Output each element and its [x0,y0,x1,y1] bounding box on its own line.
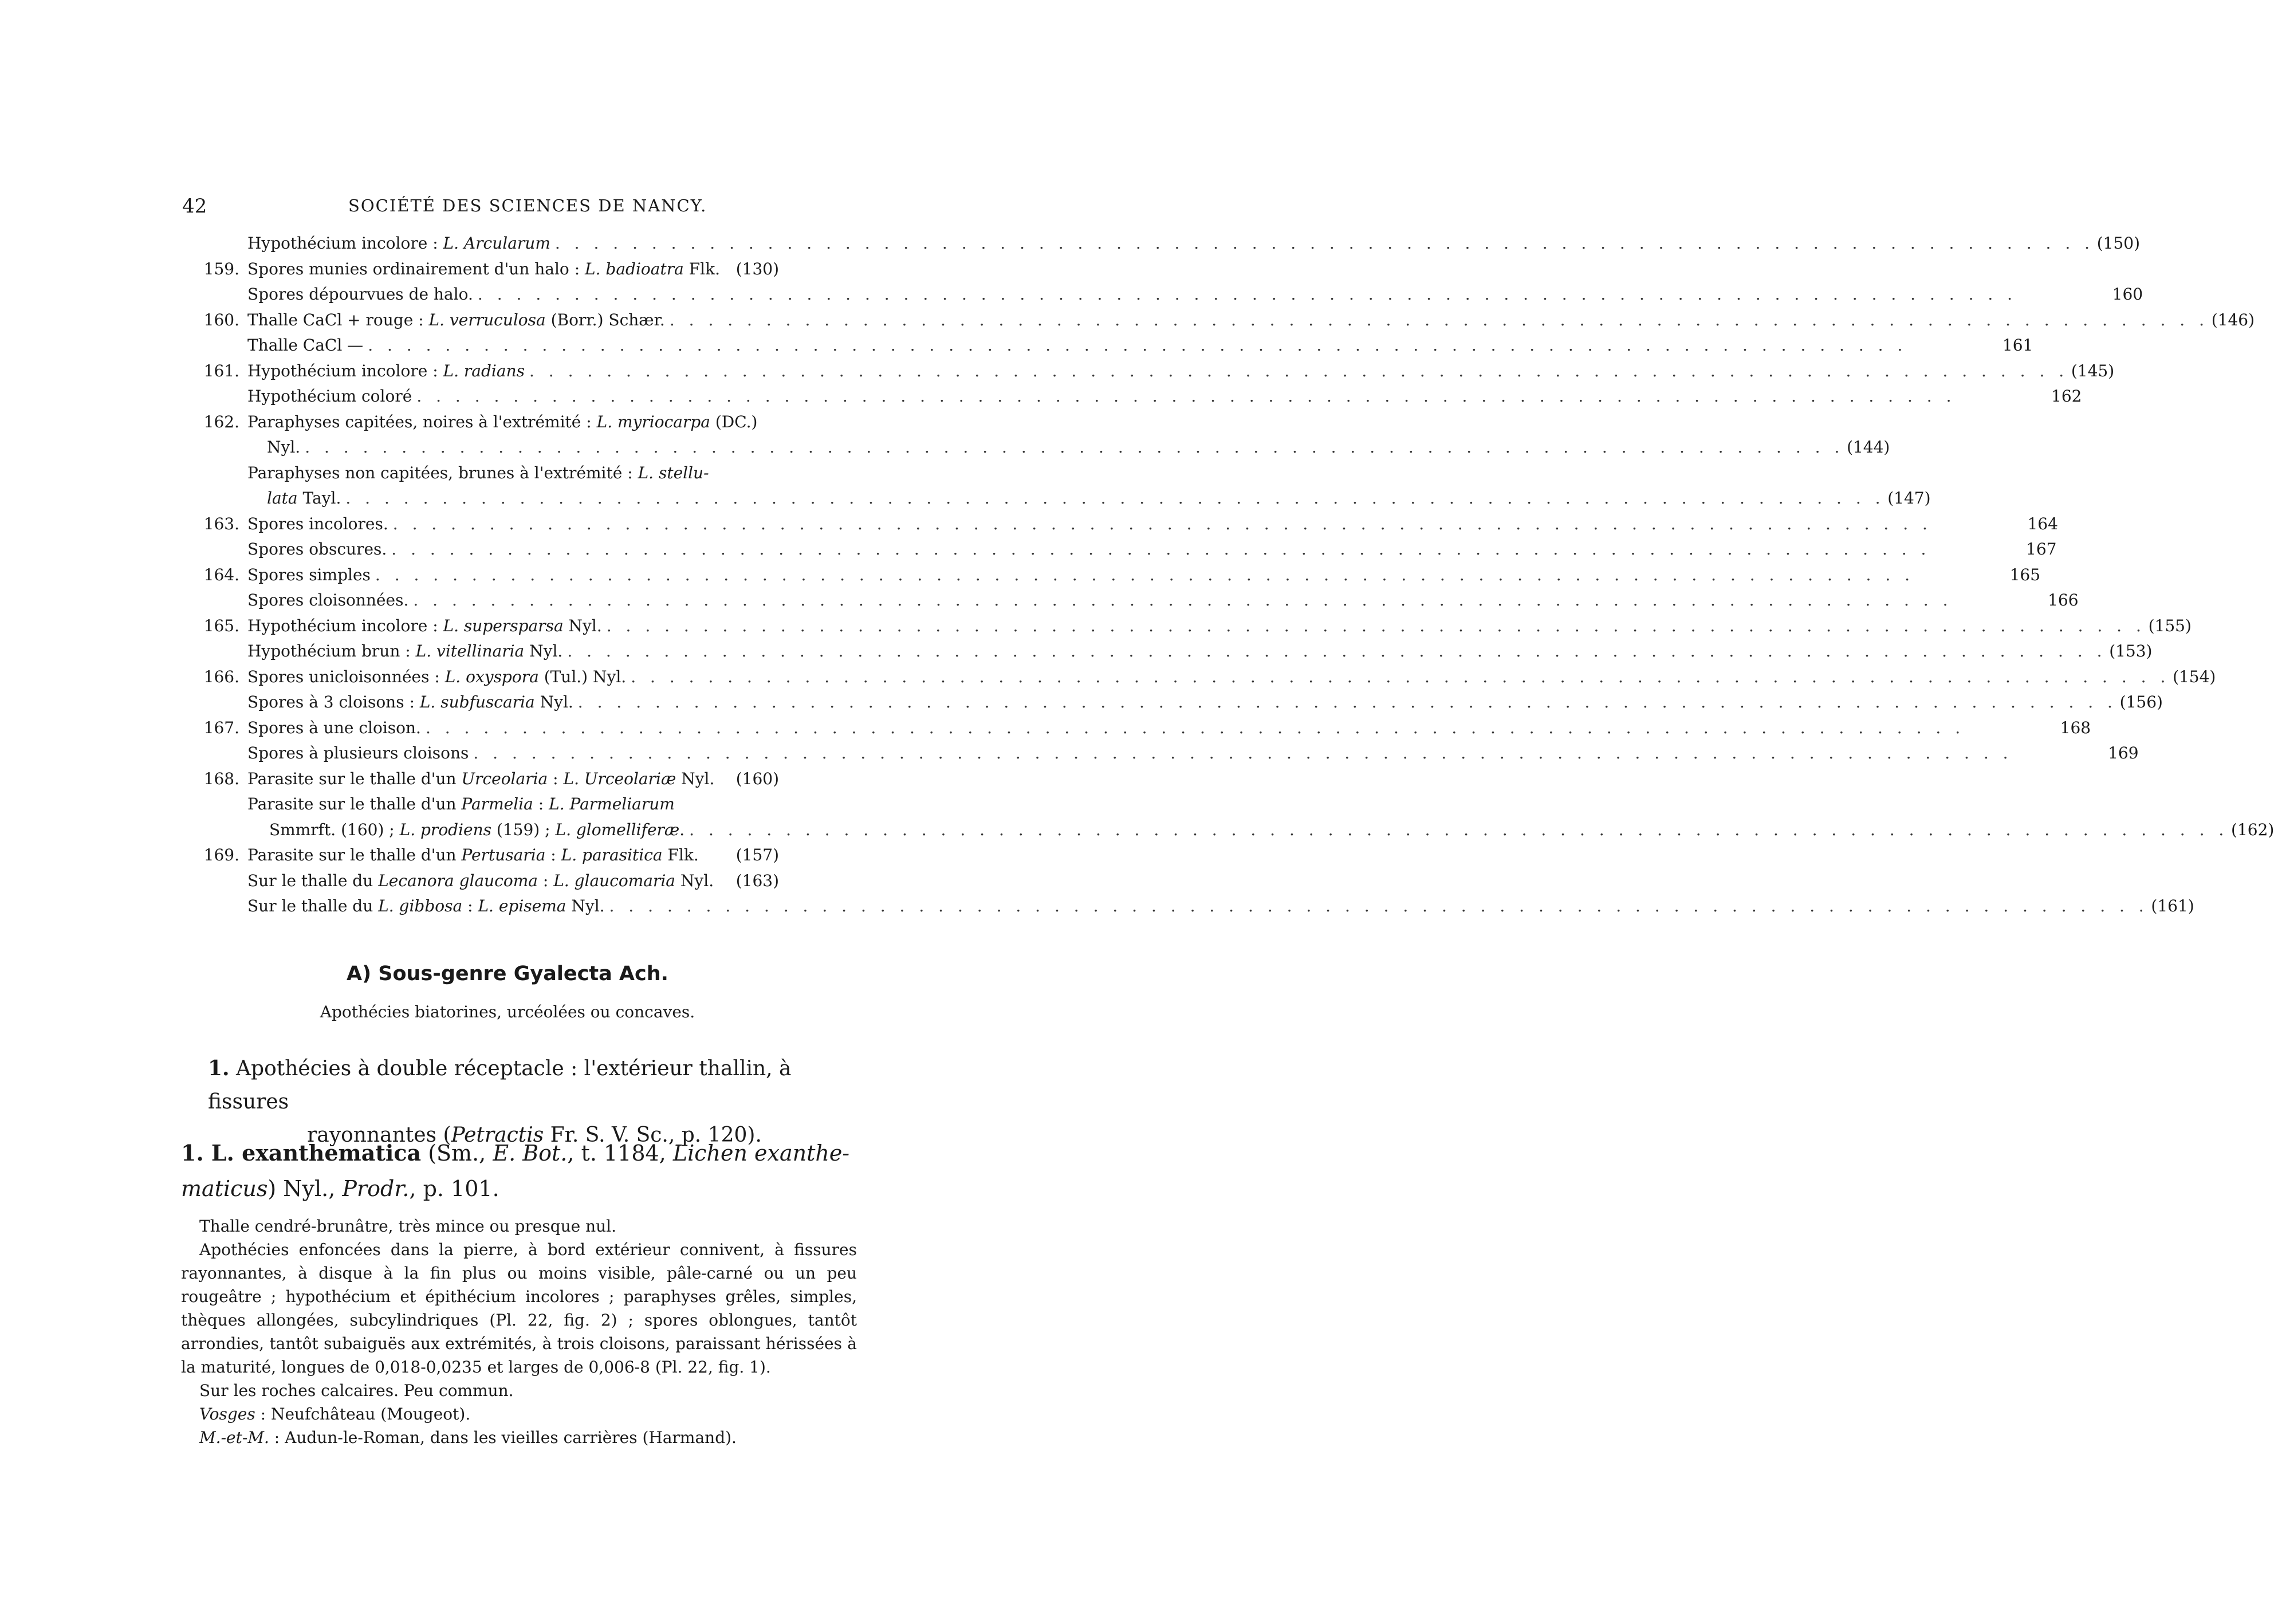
key-entry-text: Hypothécium incolore : L. Arcularum [247,234,550,253]
key-entry-text: Smmrft. (160) ; L. prodiens (159) ; L. glomelliferæ. [269,820,685,839]
key-leader-dots: . . . . . . . . . . . . . . . . . . . . . . . . . . . . . . . . . . . . . . . . . . . . . . . . . . . . . . . . . . . . . . . . . . . . . . . . . . . . . . . . [554,234,2095,253]
page-number: 42 [182,195,207,218]
key-entry [247,333,2033,359]
key-line [195,817,2274,843]
key-line [195,512,2058,537]
key-entry-text: Thalle CaCl + rouge : L. verruculosa (Borr.) Schær. [247,310,665,329]
key-entry [247,461,859,486]
key-goto-number: 166 [2048,591,2079,610]
key-couplet-number: 164. [203,565,239,584]
key-entry [247,588,2079,614]
key-entry-text: Parasite sur le thalle d'un Urceolaria : L. Urceolariæ Nyl. [247,769,715,788]
key-entry [247,843,859,868]
key-entry [247,741,2139,766]
key-entry [247,231,2141,257]
key-entry-text: Spores incolores. [247,514,388,533]
key-goto-number: 161 [2002,336,2033,355]
key-entry-text: Spores à plusieurs cloisons [247,744,469,762]
key-line [195,868,859,894]
key-line [195,715,2091,741]
dichotomous-key [195,231,2274,919]
key-goto-number: 168 [2060,718,2091,737]
key-leader-dots: . . . . . . . . . . . . . . . . . . . . . . . . . . . . . . . . . . . . . . . . . . . . . . . . . . . . . . . . . . . . . . . . . . . . . . . . . . . . . . . . [529,361,2069,380]
key-entry-text: Hypothécium coloré [247,387,412,406]
species-description [181,1214,857,1449]
key-leader-dots: . . . . . . . . . . . . . . . . . . . . . . . . . . . . . . . . . . . . . . . . . . . . . . . . . . . . . . . . . . . . . . . . . . . . . . . . . . . . . . . . [413,591,1953,610]
key-line [195,461,859,486]
key-species-ref: (163) [735,871,779,890]
key-couplet-number: 167. [203,718,239,737]
key-entry-text: Spores dépourvues de halo. [247,285,473,304]
key-couplet-number: 166. [203,667,239,686]
subgenre-heading: A) Sous-genre Gyalecta Ach. [347,962,668,985]
key-leader-dots: . . . . . . . . . . . . . . . . . . . . . . . . . . . . . . . . . . . . . . . . . . . . . . . . . . . . . . . . . . . . . . . . . . . . . . . . . . . . . . . . [375,565,1915,584]
key-couplet-number: 168. [203,769,239,788]
key-line [195,792,859,817]
key-leader-dots: . . . . . . . . . . . . . . . . . . . . . . . . . . . . . . . . . . . . . . . . . . . . . . . . . . . . . . . . . . . . . . . . . . . . . . . . . . . . . . . . [689,820,2229,839]
key-leader-dots: . . . . . . . . . . . . . . . . . . . . . . . . . . . . . . . . . . . . . . . . . . . . . . . . . . . . . . . . . . . . . . . . . . . . . . . . . . . . . . . . [631,667,2170,686]
key-entry-text: Hypothécium incolore : L. radians [247,361,525,380]
key-line [195,231,2141,257]
key-couplet-number: 162. [203,412,239,431]
key-goto-number: 160 [2112,285,2143,304]
key-entry [247,384,2082,410]
locality-vosges: Vosges : Neufchâteau (Mougeot). [199,1405,471,1424]
description-thallus: Thalle cendré-brunâtre, très mince ou presque nul. [199,1217,617,1236]
key-entry-text: Parasite sur le thalle d'un Parmelia : L. Parmeliarum [247,795,675,813]
key-goto-number: 167 [2026,540,2057,559]
key-goto-number: 169 [2108,744,2139,762]
key-line [195,486,1931,512]
key-entry [247,639,2153,664]
key-entry-text: Nyl. [267,438,301,457]
key-leader-dots: . . . . . . . . . . . . . . . . . . . . . . . . . . . . . . . . . . . . . . . . . . . . . . . . . . . . . . . . . . . . . . . . . . . . . . . . . . . . . . . . [477,285,2017,304]
key-entry-text: Hypothécium brun : L. vitellinaria Nyl. [247,642,563,660]
key-entry [247,766,859,792]
key-species-ref: (150) [2096,234,2141,253]
key-couplet-number: 163. [203,514,239,533]
key-species-ref: (161) [2151,896,2194,915]
key-line [195,741,2139,766]
key-leader-dots: . . . . . . . . . . . . . . . . . . . . . . . . . . . . . . . . . . . . . . . . . . . . . . . . . . . . . . . . . . . . . . . . . . . . . . . . . . . . . . . . [609,896,2149,915]
key-entry [247,537,2057,563]
key-entry [267,435,1890,461]
key-line [195,894,2194,919]
key-entry-text: Thalle CaCl — [247,336,364,355]
key-line [195,384,2082,410]
key-leader-dots: . . . . . . . . . . . . . . . . . . . . . . . . . . . . . . . . . . . . . . . . . . . . . . . . . . . . . . . . . . . . . . . . . . . . . . . . . . . . . . . . [391,540,1931,559]
key-line [195,563,2041,588]
key-leader-dots: . . . . . . . . . . . . . . . . . . . . . . . . . . . . . . . . . . . . . . . . . . . . . . . . . . . . . . . . . . . . . . . . . . . . . . . . . . . . . . . . [606,616,2146,635]
key-line [195,588,2079,614]
key-couplet-number: 169. [203,846,239,864]
section-heading-line-1: 1. Apothécies à double réceptacle : l'extérieur thallin, à fissures [208,1056,792,1114]
key-line [195,614,2192,639]
key-goto-number: 162 [2051,387,2082,406]
key-entry-text: lata Tayl. [267,489,341,508]
key-entry-text: Sur le thalle du Lecanora glaucoma : L. glaucomaria Nyl. [247,871,714,890]
key-species-ref: (153) [2109,642,2153,660]
key-line [195,333,2033,359]
species-heading: 1. L. exanthematica (Sm., E. Bot., t. 1184, Lichen exanthe-maticus) Nyl., Prodr., p. 101. [181,1140,850,1201]
key-species-ref: (156) [2119,693,2163,711]
running-title: SOCIÉTÉ DES SCIENCES DE NANCY. [348,196,707,215]
key-couplet-number: 165. [203,616,239,635]
key-entry [247,563,2041,588]
key-species-ref: (144) [1847,438,1890,457]
key-leader-dots: . . . . . . . . . . . . . . . . . . . . . . . . . . . . . . . . . . . . . . . . . . . . . . . . . . . . . . . . . . . . . . . . . . . . . . . . . . . . . . . . [416,387,1956,406]
key-species-ref: (146) [2211,310,2255,329]
key-goto-number: 164 [2027,514,2058,533]
key-entry-text: Spores à une cloison. [247,718,421,737]
key-species-ref: (154) [2173,667,2216,686]
key-entry-text: Paraphyses non capitées, brunes à l'extrémité : L. stellu- [247,463,709,482]
key-entry-text: Hypothécium incolore : L. supersparsa Nyl. [247,616,602,635]
key-line [195,410,859,435]
key-line [195,308,2255,333]
key-entry [247,614,2192,639]
key-species-ref: (157) [735,846,779,864]
key-entry [247,894,2194,919]
key-entry-text: Spores cloisonnées. [247,591,409,610]
key-species-ref: (130) [735,259,779,278]
key-line [195,664,2216,690]
key-leader-dots: . . . . . . . . . . . . . . . . . . . . . . . . . . . . . . . . . . . . . . . . . . . . . . . . . . . . . . . . . . . . . . . . . . . . . . . . . . . . . . . . [669,310,2209,329]
key-line [195,282,2143,308]
key-entry [247,664,2216,690]
key-entry [247,359,2115,384]
key-line [195,359,2115,384]
key-species-ref: (145) [2071,361,2115,380]
key-entry-text: Paraphyses capitées, noires à l'extrémité : L. myriocarpa (DC.) [247,412,758,431]
key-leader-dots: . . . . . . . . . . . . . . . . . . . . . . . . . . . . . . . . . . . . . . . . . . . . . . . . . . . . . . . . . . . . . . . . . . . . . . . . . . . . . . . . [473,744,2013,762]
key-leader-dots: . . . . . . . . . . . . . . . . . . . . . . . . . . . . . . . . . . . . . . . . . . . . . . . . . . . . . . . . . . . . . . . . . . . . . . . . . . . . . . . . [392,514,1932,533]
key-species-ref: (160) [735,769,779,788]
key-line [195,843,859,868]
key-entry [247,512,2058,537]
key-entry-text: Spores simples [247,565,371,584]
key-species-ref: (155) [2148,616,2192,635]
key-entry [247,715,2091,741]
key-leader-dots: . . . . . . . . . . . . . . . . . . . . . . . . . . . . . . . . . . . . . . . . . . . . . . . . . . . . . . . . . . . . . . . . . . . . . . . . . . . . . . . . [368,336,1907,355]
subgenre-note: Apothécies biatorines, urcéolées ou concaves. [320,1002,695,1021]
description-apothecia: Apothécies enfoncées dans la pierre, à bord extérieur connivent, à fissures rayonnantes, à disque à la fin plus ou moins visible, pâle-carné ou un peu rougeâtre ; hypothécium et épithécium incolores ; paraphyses grêles, simples, thèques allongées, subcylindriques (Pl. 22, fig. 2) ; spores oblongues, tantôt arrondies, tantôt subaiguës aux extrémités, à trois cloisons, paraissant hérissées à la maturité, longues de 0,018-0,0235 et larges de 0,006-8 (Pl. 22, fig. 1). [181,1240,857,1377]
key-line [195,537,2057,563]
key-species-ref: (162) [2231,820,2274,839]
key-couplet-number: 161. [203,361,239,380]
key-entry [267,486,1931,512]
key-entry [247,282,2143,308]
description-habitat: Sur les roches calcaires. Peu commun. [199,1381,514,1400]
key-line [195,257,859,282]
key-entry-text: Spores munies ordinairement d'un halo : L. badioatra Flk. [247,259,720,278]
key-leader-dots: . . . . . . . . . . . . . . . . . . . . . . . . . . . . . . . . . . . . . . . . . . . . . . . . . . . . . . . . . . . . . . . . . . . . . . . . . . . . . . . . [305,438,1844,457]
key-line [195,639,2153,664]
key-species-ref: (147) [1887,489,1931,508]
key-entry [247,868,859,894]
key-entry [247,257,859,282]
key-entry-text: Spores unicloisonnées : L. oxyspora (Tul.) Nyl. [247,667,627,686]
key-entry-text: Spores à 3 cloisons : L. subfuscaria Nyl. [247,693,573,711]
section-heading-line-2: rayonnantes (Petractis Fr. S. V. Sc., p. 120). [307,1123,762,1147]
key-entry [247,690,2163,715]
key-entry [247,308,2255,333]
key-leader-dots: . . . . . . . . . . . . . . . . . . . . . . . . . . . . . . . . . . . . . . . . . . . . . . . . . . . . . . . . . . . . . . . . . . . . . . . . . . . . . . . . [577,693,2117,711]
key-leader-dots: . . . . . . . . . . . . . . . . . . . . . . . . . . . . . . . . . . . . . . . . . . . . . . . . . . . . . . . . . . . . . . . . . . . . . . . . . . . . . . . . [425,718,1965,737]
key-line [195,690,2163,715]
key-entry [247,410,859,435]
key-line [195,766,859,792]
key-entry-text: Parasite sur le thalle d'un Pertusaria : L. parasitica Flk. [247,846,699,864]
key-couplet-number: 159. [203,259,239,278]
key-couplet-number: 160. [203,310,239,329]
locality-meurthe-et-moselle: M.-et-M. : Audun-le-Roman, dans les vieilles carrières (Harmand). [199,1428,737,1447]
key-leader-dots: . . . . . . . . . . . . . . . . . . . . . . . . . . . . . . . . . . . . . . . . . . . . . . . . . . . . . . . . . . . . . . . . . . . . . . . . . . . . . . . . [567,642,2107,660]
key-line [195,435,1890,461]
key-entry [247,792,859,817]
key-entry [269,817,2274,843]
running-header [182,195,858,218]
key-goto-number: 165 [2009,565,2041,584]
key-leader-dots: . . . . . . . . . . . . . . . . . . . . . . . . . . . . . . . . . . . . . . . . . . . . . . . . . . . . . . . . . . . . . . . . . . . . . . . . . . . . . . . . [345,489,1885,508]
key-entry-text: Spores obscures. [247,540,387,559]
key-entry-text: Sur le thalle du L. gibbosa : L. episema Nyl. [247,896,605,915]
